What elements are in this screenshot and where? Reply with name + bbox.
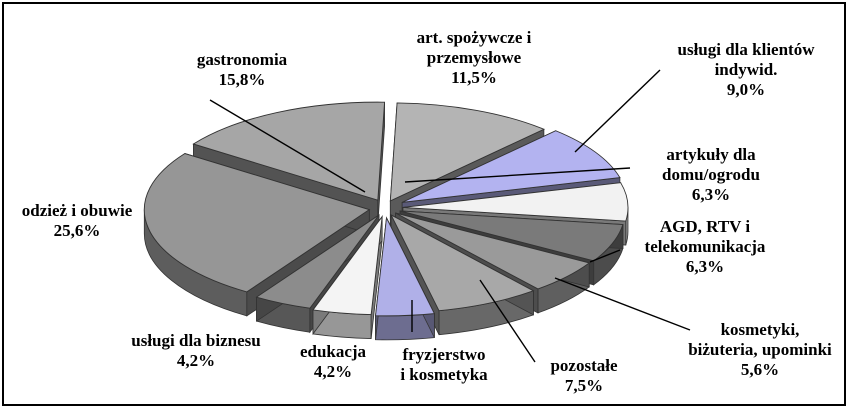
slice-label-line: odzież i obuwie: [21, 201, 133, 220]
slice-value-label: 9,0%: [726, 80, 766, 99]
slice-value-label: 6,3%: [691, 185, 731, 204]
slice-label-line: edukacja: [299, 342, 367, 361]
slice-label-line: fryzjerstwo: [402, 345, 486, 364]
slice-label-1: [678, 40, 816, 99]
slice-value-label: 15,8%: [218, 70, 266, 89]
slice-label-line: domu/ogrodu: [662, 165, 760, 184]
pie-slices: [144, 102, 628, 340]
slice-label-line: usługi dla biznesu: [131, 331, 261, 350]
slice-value-label: 5,6%: [740, 360, 780, 379]
slice-value-label: 11,5%: [451, 68, 497, 87]
slice-label-line: gastronomia: [196, 50, 288, 69]
slice-label-7: [300, 342, 367, 381]
slice-label-line: art. spożywcze i: [416, 28, 532, 47]
slice-value-label: 25,6%: [53, 221, 101, 240]
slice-label-8: [131, 331, 260, 370]
slice-label-3: [645, 217, 766, 276]
slice-value-label: 6,3%: [685, 257, 725, 276]
slice-label-line: usługi dla klientów: [677, 40, 815, 59]
slice-label-line: i kosmetyka: [400, 365, 488, 384]
slice-label-2: [662, 145, 760, 204]
slice-label-5: [550, 356, 618, 395]
slice-label-line: biżuteria, upominki: [688, 340, 832, 359]
slice-label-line: kosmetyki,: [720, 320, 800, 339]
slice-label-line: AGD, RTV i: [659, 217, 751, 236]
slice-label-4: [688, 320, 832, 379]
slice-label-line: przemysłowe: [426, 48, 522, 67]
leader-line: [555, 278, 690, 330]
slice-label-line: pozostałe: [550, 356, 618, 375]
leader-line: [575, 70, 660, 152]
slice-value-label: 4,2%: [176, 351, 216, 370]
slice-label-6: [400, 345, 488, 384]
slice-label-9: [22, 201, 133, 240]
slice-value-label: 7,5%: [564, 376, 604, 395]
slice-label-line: artykuły dla: [666, 145, 756, 164]
slice-label-line: indywid.: [714, 60, 778, 79]
slice-label-0: [417, 28, 532, 87]
slice-value-label: 4,2%: [313, 362, 353, 381]
slice-label-line: telekomunikacja: [644, 237, 766, 256]
slice-label-10: [197, 50, 288, 89]
